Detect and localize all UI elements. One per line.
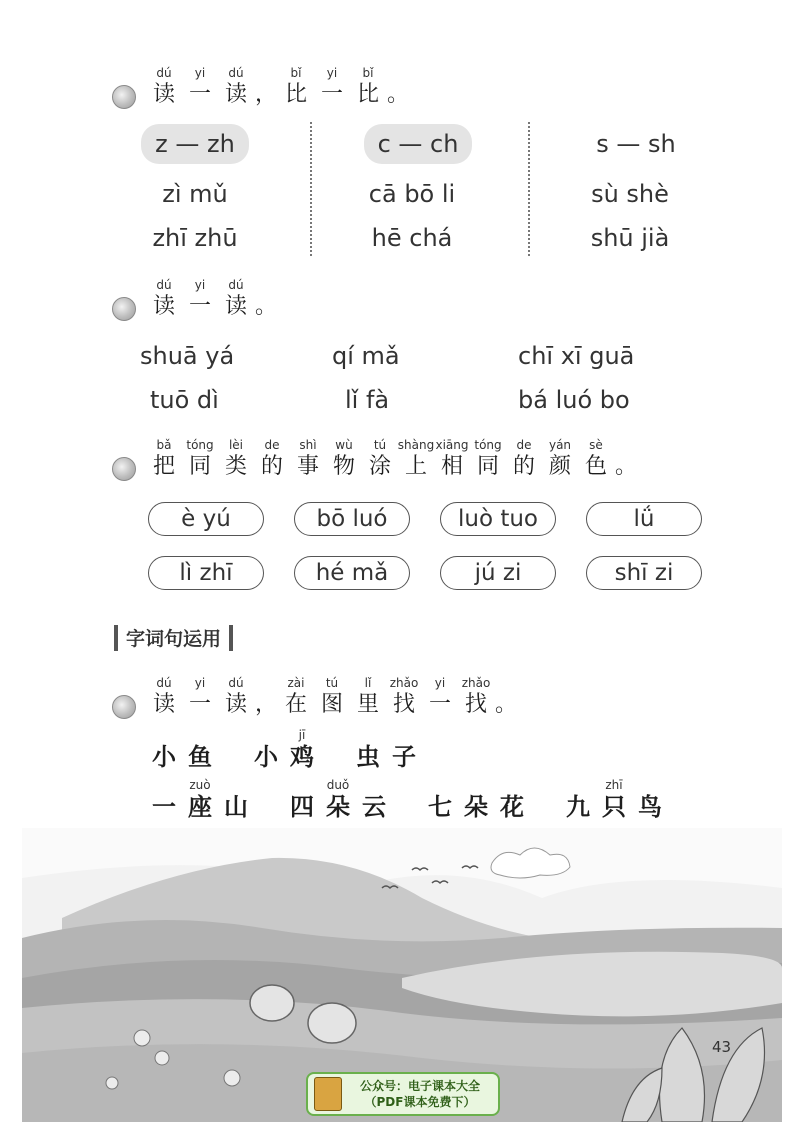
pinyin: wù	[335, 438, 353, 452]
word: shū jià	[590, 224, 670, 252]
ruby-character	[350, 676, 386, 719]
hanzi: 比	[356, 82, 379, 107]
pinyin: yi	[326, 66, 338, 80]
pinyin: dú	[156, 278, 172, 292]
hanzi: 类	[224, 454, 247, 479]
word: sù shè	[591, 180, 669, 208]
color-oval[interactable]: hé mǎ	[294, 556, 410, 590]
pinyin: zài	[287, 676, 305, 690]
pinyin: zuò	[189, 778, 211, 792]
pinyin: dú	[156, 66, 172, 80]
hanzi: 图	[320, 692, 343, 717]
hanzi: 比	[284, 82, 307, 107]
pinyin: dú	[228, 676, 244, 690]
ruby-character	[326, 438, 362, 481]
ruby-character	[350, 728, 386, 771]
punctuation	[254, 676, 278, 719]
hanzi: 座	[188, 792, 212, 821]
ruby-character	[146, 66, 182, 109]
pinyin: bǐ	[362, 66, 374, 80]
hanzi: 颜	[548, 454, 571, 479]
punctuation	[494, 676, 518, 719]
pinyin: shàng	[397, 438, 435, 452]
word: hē chá	[371, 224, 453, 252]
pair-column-1	[95, 124, 295, 164]
pinyin: de	[264, 438, 280, 452]
ruby-character	[356, 778, 392, 821]
pinyin: dú	[228, 66, 244, 80]
hanzi: 里	[356, 692, 379, 717]
hanzi: 只	[602, 792, 626, 821]
pinyin: lǐ	[364, 676, 372, 690]
ruby-character	[218, 676, 254, 719]
page-number: 43	[712, 1038, 732, 1056]
hanzi: 鱼	[188, 742, 212, 771]
ruby-character	[218, 438, 254, 481]
ruby-character	[458, 676, 494, 719]
ruby-character	[560, 778, 596, 821]
hanzi: 事	[296, 454, 319, 479]
ruby-character	[284, 728, 320, 771]
hanzi: 的	[512, 454, 535, 479]
punctuation	[254, 66, 278, 109]
watermark-text	[342, 1078, 498, 1110]
pinyin: jī	[298, 728, 306, 742]
word: zhī zhū	[152, 224, 238, 252]
instruction-line	[146, 438, 638, 481]
color-oval[interactable]: jú zi	[440, 556, 556, 590]
vocabulary-word	[350, 728, 422, 771]
vocabulary-word	[422, 778, 530, 821]
ruby-character	[506, 438, 542, 481]
ruby-character	[182, 778, 218, 821]
pinyin: dú	[228, 278, 244, 292]
ruby-character	[284, 778, 320, 821]
section-bar	[114, 625, 118, 651]
pinyin: shì	[299, 438, 317, 452]
word: zì mǔ	[162, 180, 228, 208]
ruby-character	[494, 778, 530, 821]
hanzi: 七	[428, 792, 452, 821]
instruction-line	[146, 676, 518, 719]
ruby-character	[146, 438, 182, 481]
hanzi: 在	[284, 692, 307, 717]
section-title: 字词句运用	[126, 628, 222, 650]
pair-label: s — sh	[596, 130, 676, 158]
ruby-character	[182, 728, 218, 771]
hanzi: 一	[152, 792, 176, 821]
hanzi: 小	[254, 742, 278, 771]
pinyin: bǐ	[290, 66, 302, 80]
hanzi: 物	[332, 454, 355, 479]
exercise-bullet-icon	[112, 457, 136, 481]
pinyin: yi	[194, 278, 206, 292]
ruby-character	[254, 438, 290, 481]
ruby-character	[386, 728, 422, 771]
hanzi: 。	[254, 294, 277, 319]
hanzi: 。	[494, 692, 517, 717]
hanzi: 读	[152, 692, 175, 717]
pinyin: tóng	[474, 438, 502, 452]
pinyin: xiāng	[435, 438, 469, 452]
exercise-bullet-icon	[112, 297, 136, 321]
ruby-character	[320, 778, 356, 821]
ruby-character	[632, 778, 668, 821]
ruby-character	[146, 676, 182, 719]
pinyin: tóng	[186, 438, 214, 452]
hanzi: ，	[254, 692, 277, 717]
hanzi: 花	[500, 792, 524, 821]
ruby-character	[362, 438, 398, 481]
hanzi: 找	[392, 692, 415, 717]
hanzi: 读	[224, 294, 247, 319]
hanzi: 一	[188, 692, 211, 717]
hanzi: 相	[440, 454, 463, 479]
color-oval[interactable]: shī zi	[586, 556, 702, 590]
hanzi: 山	[224, 792, 248, 821]
ruby-character	[146, 728, 182, 771]
reading-word: shuā yá	[140, 342, 235, 370]
hanzi: 把	[152, 454, 175, 479]
pinyin: yán	[548, 438, 572, 452]
reading-word: qí mǎ	[332, 342, 400, 370]
pinyin: duǒ	[326, 778, 350, 792]
ruby-character	[578, 438, 614, 481]
pinyin: yi	[194, 66, 206, 80]
hanzi: ，	[254, 82, 277, 107]
hanzi: 一	[320, 82, 343, 107]
hanzi: 九	[566, 792, 590, 821]
vocabulary-word	[248, 728, 320, 771]
pinyin: de	[516, 438, 532, 452]
pair-column-3	[536, 124, 736, 164]
ruby-character	[422, 778, 458, 821]
pinyin: zhǎo	[389, 676, 419, 690]
vocabulary-word	[284, 778, 392, 821]
hanzi: 读	[152, 294, 175, 319]
ruby-character	[218, 778, 254, 821]
ruby-character	[182, 278, 218, 321]
book-logo-icon	[314, 1077, 342, 1111]
watermark-line-2: （PDF课本免费下）	[364, 1095, 476, 1109]
pinyin: sè	[589, 438, 603, 452]
color-oval[interactable]: è yú	[148, 502, 264, 536]
pinyin: zhī	[605, 778, 623, 792]
ruby-character	[434, 438, 470, 481]
hanzi: 同	[188, 454, 211, 479]
hanzi: 四	[290, 792, 314, 821]
ruby-character	[182, 676, 218, 719]
color-oval[interactable]: lì zhī	[148, 556, 264, 590]
reading-word: bá luó bo	[518, 386, 630, 414]
hanzi: 同	[476, 454, 499, 479]
instruction-line	[146, 278, 278, 321]
ruby-character	[290, 438, 326, 481]
word: cā bō li	[368, 180, 456, 208]
pair-column-2	[318, 124, 518, 164]
vocabulary-line-2	[146, 778, 668, 821]
exercise-bullet-icon	[112, 695, 136, 719]
pinyin: zhǎo	[461, 676, 491, 690]
pinyin: bǎ	[156, 438, 172, 452]
ruby-character	[596, 778, 632, 821]
ruby-character	[422, 676, 458, 719]
exercise-bullet-icon	[112, 85, 136, 109]
hanzi: 色	[584, 454, 607, 479]
section-bar	[229, 625, 233, 651]
pinyin: yi	[434, 676, 446, 690]
hanzi: 一	[428, 692, 451, 717]
punctuation	[254, 278, 278, 321]
ruby-character	[314, 676, 350, 719]
pair-label: c — ch	[364, 124, 473, 164]
hanzi: 读	[224, 692, 247, 717]
hanzi: 朵	[326, 792, 350, 821]
hanzi: 涂	[368, 454, 391, 479]
watermark-line-1: 公众号：电子课本大全	[359, 1079, 480, 1093]
reading-word: lǐ fà	[345, 386, 390, 414]
pinyin: tú	[325, 676, 339, 690]
reading-word: chī xī guā	[518, 342, 635, 370]
ruby-character	[542, 438, 578, 481]
color-oval[interactable]: lǘ	[586, 502, 702, 536]
vocabulary-word	[146, 778, 254, 821]
ruby-character	[218, 278, 254, 321]
reading-word: tuō dì	[150, 386, 219, 414]
vocabulary-word	[146, 728, 218, 771]
hanzi: 读	[152, 82, 175, 107]
hanzi: 鸡	[290, 742, 314, 771]
ruby-character	[278, 66, 314, 109]
color-oval[interactable]: bō luó	[294, 502, 410, 536]
vocabulary-line-1	[146, 728, 422, 771]
pinyin: yi	[194, 676, 206, 690]
ruby-character	[386, 676, 422, 719]
ruby-character	[182, 66, 218, 109]
ruby-character	[398, 438, 434, 481]
hanzi: 读	[224, 82, 247, 107]
instruction-line	[146, 66, 410, 109]
color-oval[interactable]: luò tuo	[440, 502, 556, 536]
ruby-character	[470, 438, 506, 481]
hanzi: 云	[362, 792, 386, 821]
pinyin: tú	[373, 438, 387, 452]
ruby-character	[248, 728, 284, 771]
hanzi: 子	[392, 742, 416, 771]
hanzi: 一	[188, 82, 211, 107]
pinyin: lèi	[228, 438, 244, 452]
hanzi: 上	[404, 454, 427, 479]
pair-label: z — zh	[141, 124, 249, 164]
ruby-character	[182, 438, 218, 481]
ruby-character	[278, 676, 314, 719]
punctuation	[614, 438, 638, 481]
ruby-character	[314, 66, 350, 109]
hanzi: 。	[614, 454, 637, 479]
ruby-character	[350, 66, 386, 109]
ruby-character	[458, 778, 494, 821]
hanzi: 虫	[356, 742, 380, 771]
ruby-character	[146, 278, 182, 321]
ruby-character	[146, 778, 182, 821]
ruby-character	[218, 66, 254, 109]
section-header	[114, 624, 233, 651]
hanzi: 小	[152, 742, 176, 771]
hanzi: 朵	[464, 792, 488, 821]
hanzi: 找	[464, 692, 487, 717]
hanzi: 鸟	[638, 792, 662, 821]
pinyin: dú	[156, 676, 172, 690]
watermark-badge	[306, 1072, 500, 1116]
hanzi: 一	[188, 294, 211, 319]
vocabulary-word	[560, 778, 668, 821]
hanzi: 的	[260, 454, 283, 479]
hanzi: 。	[386, 82, 409, 107]
punctuation	[386, 66, 410, 109]
